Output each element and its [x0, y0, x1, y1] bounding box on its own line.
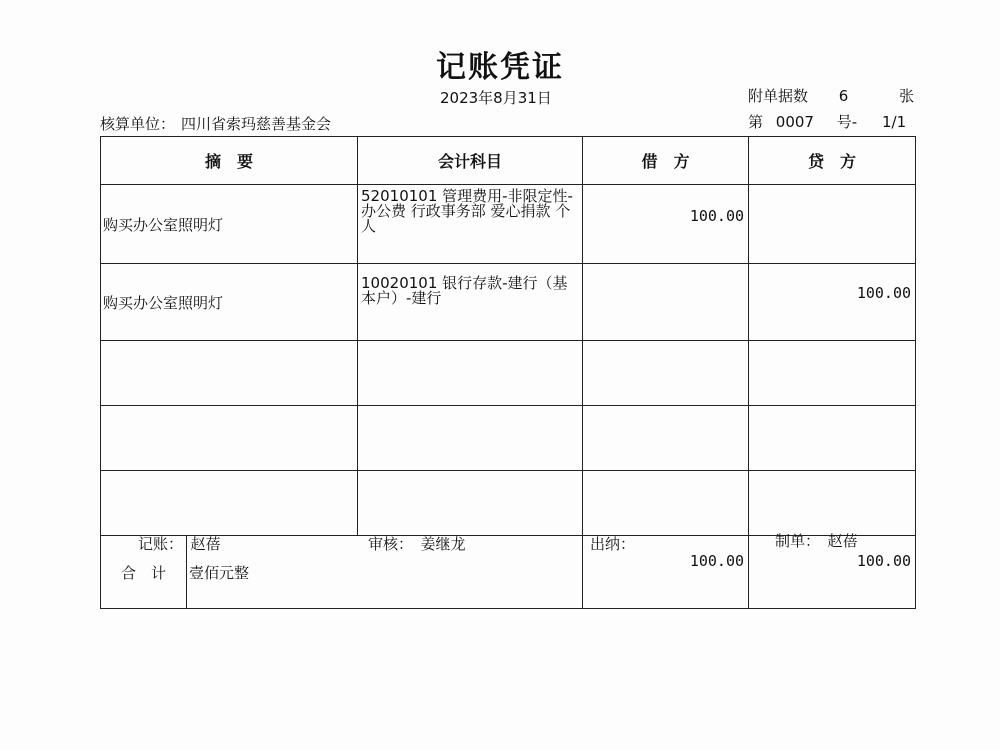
voucher-title: 记账凭证: [436, 50, 564, 85]
voucher-number-value: 0007: [775, 113, 814, 131]
header-subject: 会计科目: [358, 137, 583, 185]
accounting-unit-value: 四川省索玛慈善基金会: [181, 115, 332, 133]
row-subject: 52010101 管理费用-非限定性-办公费 行政事务部 爱心捐款 个人: [358, 185, 583, 264]
row-debit: [583, 471, 749, 536]
table-row: [101, 471, 916, 536]
row-subject: [358, 406, 583, 471]
bookkeeper-signature: 记账： 赵蓓: [138, 535, 221, 553]
table-row: [101, 406, 916, 471]
row-credit: [749, 341, 916, 406]
voucher-number-suffix: 号-: [836, 113, 858, 131]
header-debit: 借 方: [583, 137, 749, 185]
row-credit: 100.00: [749, 264, 916, 341]
voucher-number-prefix: 第: [748, 113, 764, 131]
accounting-unit: [100, 113, 331, 134]
row-debit: [583, 406, 749, 471]
row-credit: [749, 185, 916, 264]
row-debit: 100.00: [583, 185, 749, 264]
row-summary: [101, 406, 358, 471]
row-summary: 购买办公室照明灯: [101, 185, 358, 264]
reviewer-signature: 审核： 姜继龙: [368, 535, 466, 553]
row-summary: [101, 341, 358, 406]
maker-signature: 制单： 赵蓓: [775, 532, 858, 550]
header-credit: 贷 方: [749, 137, 916, 185]
row-debit: [583, 341, 749, 406]
row-subject: 10020101 银行存款-建行（基本户）-建行: [358, 264, 583, 341]
attachments-number: 6: [838, 87, 849, 105]
total-debit: 100.00: [583, 536, 749, 609]
attachments-count: [748, 85, 914, 106]
table-header-row: [101, 137, 916, 185]
voucher-number: [748, 111, 906, 132]
total-amount-words: 壹佰元整: [187, 536, 583, 609]
row-summary: 购买办公室照明灯: [101, 264, 358, 341]
header-summary: 摘 要: [101, 137, 358, 185]
voucher-page: 1/1: [881, 113, 907, 131]
row-subject: [358, 471, 583, 536]
row-debit: [583, 264, 749, 341]
row-credit: [749, 471, 916, 536]
total-credit: 100.00: [749, 536, 916, 609]
attachments-label: 附单据数: [748, 87, 809, 105]
row-summary: [101, 471, 358, 536]
total-label: 合 计: [101, 536, 187, 609]
row-credit: [749, 406, 916, 471]
attachments-unit: 张: [899, 87, 915, 105]
voucher-date: 2023年8月31日: [440, 89, 552, 107]
table-row: [101, 264, 916, 341]
accounting-unit-label: 核算单位：: [100, 115, 176, 133]
row-subject: [358, 341, 583, 406]
table-row: [101, 341, 916, 406]
cashier-signature: 出纳：: [590, 535, 636, 553]
table-row: [101, 185, 916, 264]
